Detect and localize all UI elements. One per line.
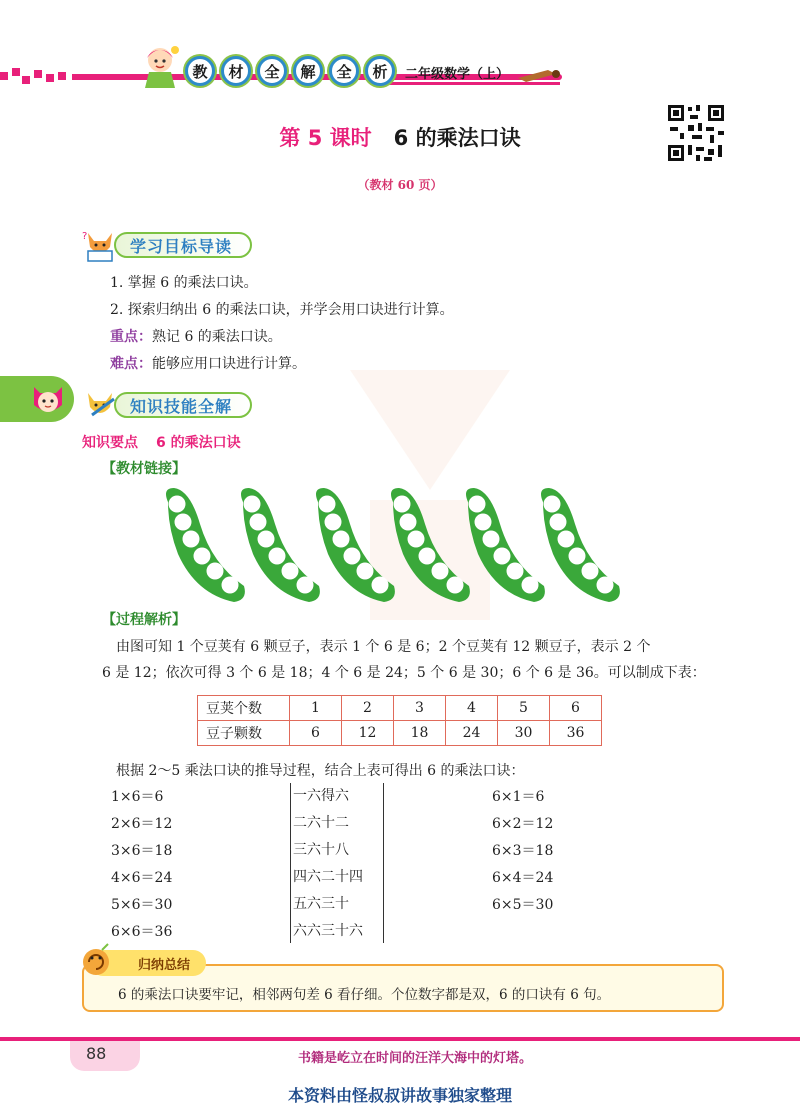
derivation-text: 根据 2～5 乘法口诀的推导过程，结合上表可得出 6 的乘法口诀： <box>116 763 525 779</box>
pea <box>207 563 224 580</box>
table-cell: 3 <box>394 696 446 721</box>
header-underline <box>380 82 560 85</box>
pea <box>222 577 239 594</box>
footer-motto: 书籍是屹立在时间的汪洋大海中的灯塔。 <box>298 1051 533 1066</box>
qr-code-icon[interactable] <box>666 103 726 163</box>
brand-badges <box>185 56 395 86</box>
table-row-header: 豆荚个数 <box>198 696 290 721</box>
equation: 4×6＝24 <box>111 870 173 886</box>
header-dot-strip <box>0 68 140 84</box>
bean-pod <box>241 488 320 602</box>
brand-char: 全 <box>257 56 287 86</box>
table-row <box>198 721 602 746</box>
bean-pod <box>466 488 545 602</box>
bean-pod <box>316 488 395 602</box>
pea <box>483 531 500 548</box>
pea <box>194 548 211 565</box>
rhyme: 一六得六 <box>293 788 349 804</box>
key-point-text: 熟记 6 的乘法口诀。 <box>152 329 282 345</box>
textbook-reference: （教材 60 页） <box>357 178 443 192</box>
brand-char: 教 <box>185 56 215 86</box>
analysis-text-line: 6 是 12；依次可得 3 个 6 是 18；4 个 6 是 24；5 个 6 是 30；6 个 6 是 36。可以制成下表： <box>102 665 706 681</box>
table-cell: 12 <box>342 721 394 746</box>
summary-text: 6 的乘法口诀要牢记，相邻两句差 6 看仔细。个位数字都是双，6 的口诀有 6 句。 <box>118 987 611 1003</box>
cat-face-icon <box>30 381 66 417</box>
equation: 5×6＝30 <box>111 897 173 913</box>
key-point <box>110 326 282 348</box>
pea <box>319 496 336 513</box>
pea <box>419 548 436 565</box>
bean-pod <box>391 488 470 602</box>
goal-item: 2. 探索归纳出 6 的乘法口诀，并学会用口诀进行计算。 <box>110 302 454 318</box>
table-cell: 30 <box>498 721 550 746</box>
equation: 2×6＝12 <box>111 816 173 832</box>
section-title: 知识技能全解 <box>114 392 252 418</box>
equation: 6×6＝36 <box>111 924 173 940</box>
key-point-label: 重点： <box>110 329 152 345</box>
multiplication-rhyme-box <box>290 783 384 943</box>
bean-pod <box>166 488 245 602</box>
goal-item: 1. 掌握 6 的乘法口诀。 <box>110 275 258 291</box>
knowledge-point-title <box>82 432 241 452</box>
snail-mascot-icon <box>76 942 116 982</box>
analysis-tag: 【过程解析】 <box>102 612 186 628</box>
equation: 6×2＝12 <box>492 816 554 832</box>
pea <box>494 548 511 565</box>
pea <box>169 496 186 513</box>
bean-pods-illustration <box>160 484 640 610</box>
table-cell: 6 <box>290 721 342 746</box>
pea <box>250 514 267 531</box>
pen-icon <box>518 66 562 82</box>
table-cell: 24 <box>446 721 498 746</box>
knowledge-point-name: 6 的乘法口诀 <box>156 435 241 451</box>
pea <box>333 531 350 548</box>
equation: 6×1＝6 <box>492 789 545 805</box>
pea <box>325 514 342 531</box>
svg-text:?: ? <box>82 231 88 242</box>
table-cell: 18 <box>394 721 446 746</box>
pea <box>569 548 586 565</box>
table-cell: 1 <box>290 696 342 721</box>
page-number: 88 <box>86 1044 107 1063</box>
table-cell: 2 <box>342 696 394 721</box>
pea <box>582 563 599 580</box>
book-title: 二年级数学（上） <box>405 67 510 82</box>
textbook-link-tag: 【教材链接】 <box>102 461 186 477</box>
equation: 3×6＝18 <box>111 843 173 859</box>
section-banner-knowledge <box>80 390 252 420</box>
rhyme: 四六二十四 <box>293 869 363 885</box>
lesson-number: 第 5 课时 <box>279 126 372 150</box>
table-cell: 36 <box>550 721 602 746</box>
pea <box>244 496 261 513</box>
pea <box>408 531 425 548</box>
pea <box>344 548 361 565</box>
table-row-header: 豆子颗数 <box>198 721 290 746</box>
section-title: 学习目标导读 <box>114 232 252 258</box>
rhyme: 五六三十 <box>293 896 349 912</box>
pea <box>357 563 374 580</box>
brand-char: 解 <box>293 56 323 86</box>
pea <box>558 531 575 548</box>
pea <box>175 514 192 531</box>
pea <box>183 531 200 548</box>
brand-char: 析 <box>365 56 395 86</box>
difficulty-point <box>110 353 306 375</box>
girl-mascot-icon <box>135 40 185 90</box>
pea <box>394 496 411 513</box>
equation: 1×6＝6 <box>111 789 164 805</box>
pea <box>258 531 275 548</box>
pea <box>507 563 524 580</box>
credit-line: 本资料由怪叔叔讲故事独家整理 <box>287 1086 512 1105</box>
pea <box>400 514 417 531</box>
pea <box>475 514 492 531</box>
pea <box>550 514 567 531</box>
equation: 6×3＝18 <box>492 843 554 859</box>
bean-count-table <box>197 695 602 746</box>
section-banner-goals <box>80 230 252 260</box>
rhyme: 二六十二 <box>293 815 349 831</box>
equation: 6×4＝24 <box>492 870 554 886</box>
pea <box>372 577 389 594</box>
rhyme: 三六十八 <box>293 842 349 858</box>
pea <box>469 496 486 513</box>
bean-pod <box>541 488 620 602</box>
pea <box>282 563 299 580</box>
equations-left-column <box>111 784 172 946</box>
knowledge-point-label: 知识要点 <box>82 435 138 451</box>
pea <box>544 496 561 513</box>
equations-right-column <box>492 784 553 919</box>
brand-char: 材 <box>221 56 251 86</box>
pea <box>432 563 449 580</box>
analysis-text-line: 由图可知 1 个豆荚有 6 颗豆子，表示 1 个 6 是 6；2 个豆荚有 12 颗豆子，表示 2 个 <box>116 639 651 655</box>
table-cell: 4 <box>446 696 498 721</box>
table-cell: 6 <box>550 696 602 721</box>
brand-char: 全 <box>329 56 359 86</box>
pea <box>269 548 286 565</box>
summary-tag: 归纳总结 <box>90 950 206 976</box>
equation: 6×5＝30 <box>492 897 554 913</box>
pea <box>447 577 464 594</box>
pea <box>597 577 614 594</box>
pea <box>522 577 539 594</box>
rhyme: 六六三十六 <box>293 923 363 939</box>
table-cell: 5 <box>498 696 550 721</box>
difficulty-label: 难点： <box>110 356 152 372</box>
pea <box>297 577 314 594</box>
difficulty-text: 能够应用口诀进行计算。 <box>152 356 306 372</box>
table-row <box>198 696 602 721</box>
lesson-name: 6 的乘法口诀 <box>393 126 521 150</box>
